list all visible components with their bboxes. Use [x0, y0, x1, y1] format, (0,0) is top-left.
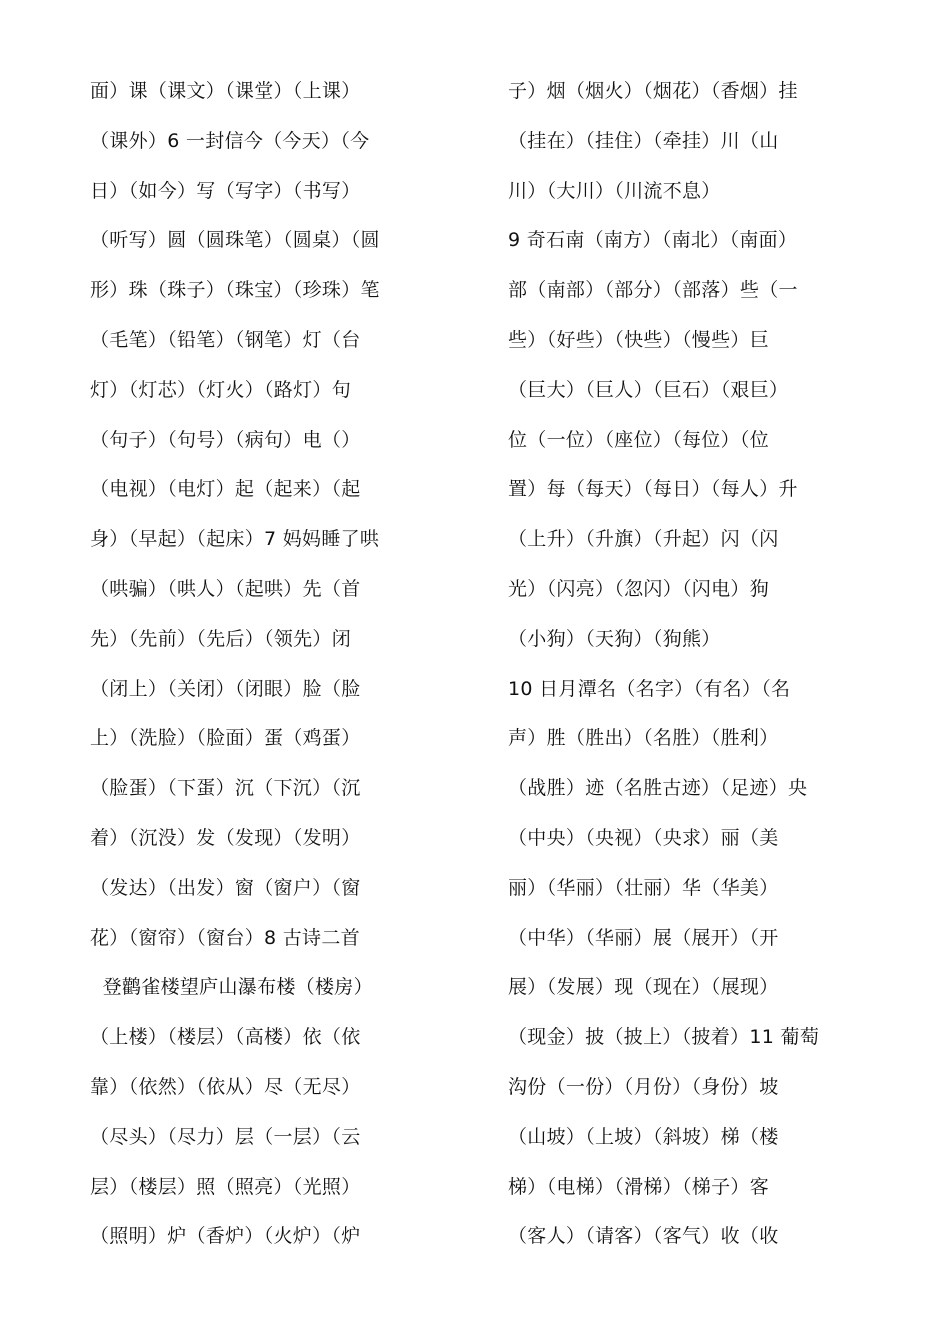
text-line: 层）（楼层）照（照亮）（光照）	[90, 1175, 361, 1198]
text-line: （客人）（请客）（客气）收（收	[508, 1225, 779, 1248]
text-line: （中华）（华丽）展（展开）（开	[508, 926, 779, 949]
text-line: （小狗）（天狗）（狗熊）	[508, 627, 721, 650]
text-line: 置）每（每天）（每日）（每人）升	[508, 478, 798, 501]
text-line: 上）（洗脸）（脸面）蛋（鸡蛋）	[90, 727, 361, 750]
text-line: （上楼）（楼层）（高楼）依（依	[90, 1026, 361, 1049]
text-line: （山坡）（上坡）（斜坡）梯（楼	[508, 1125, 779, 1148]
text-line: 登鹳雀楼望庐山瀑布楼（楼房）	[90, 976, 373, 999]
text-line: 光）（闪亮）（忽闪）（闪电）狗	[508, 577, 770, 600]
text-line: （句子）（句号）（病句）电（）	[90, 428, 361, 451]
text-line: （毛笔）（铅笔）（钢笔）灯（台	[90, 328, 361, 351]
text-line: （尽头）（尽力）层（一层）（云	[90, 1125, 361, 1148]
left-column	[90, 67, 435, 1262]
text-line: 部（南部）（部分）（部落）些（一	[508, 279, 798, 302]
text-line: （中央）（央视）（央求）丽（美	[508, 826, 779, 849]
text-line: （挂在）（挂住）（牵挂）川（山	[508, 129, 779, 152]
text-line: （电视）（电灯）起（起来）（起	[90, 478, 361, 501]
text-line: 声）胜（胜出）（名胜）（胜利）	[508, 727, 779, 750]
text-line: 子）烟（烟火）（烟花）（香烟）挂	[508, 80, 798, 102]
text-line: （现金）披（披上）（披着）11 葡萄	[508, 1026, 820, 1049]
right-column	[508, 67, 853, 1262]
text-line: （课外）6 一封信今（今天）（今	[90, 129, 370, 152]
text-line: （战胜）迹（名胜古迹）（足迹）央	[508, 777, 808, 800]
text-line: 身）（早起）（起床）7 妈妈睡了哄	[90, 528, 380, 551]
text-line: 面）课（课文）（课堂）（上课）	[90, 80, 361, 102]
text-line: 展）（发展）现（现在）（展现）	[508, 976, 779, 999]
text-line: 9 奇石南（南方）（南北）（南面）	[508, 229, 798, 252]
text-line: 沟份（一份）（月份）（身份）坡	[508, 1075, 779, 1098]
text-line: 梯）（电梯）（滑梯）（梯子）客	[508, 1175, 770, 1198]
text-line: （上升）（升旗）（升起）闪（闪	[508, 528, 779, 551]
text-line: 川）（大川）（川流不息）	[508, 179, 721, 202]
text-line: 灯）（灯芯）（灯火）（路灯）句	[90, 378, 352, 401]
text-line: 先）（先前）（先后）（领先）闭	[90, 627, 352, 650]
text-line: （巨大）（巨人）（巨石）（艰巨）	[508, 378, 789, 401]
text-line: 花）（窗帘）（窗台）8 古诗二首	[90, 926, 360, 949]
text-line: 形）珠（珠子）（珠宝）（珍珠）笔	[90, 279, 380, 302]
text-line: （哄骗）（哄人）（起哄）先（首	[90, 577, 361, 600]
text-line: 日）（如今）写（写字）（书写）	[90, 179, 361, 202]
text-line: 丽）（华丽）（壮丽）华（华美）	[508, 876, 779, 899]
text-line: 着）（沉没）发（发现）（发明）	[90, 826, 361, 849]
text-line: 些）（好些）（快些）（慢些）巨	[508, 328, 770, 351]
text-line: （脸蛋）（下蛋）沉（下沉）（沉	[90, 777, 361, 800]
text-line: 10 日月潭名（名字）（有名）（名	[508, 677, 791, 700]
text-line: 位（一位）（座位）（每位）（位	[508, 428, 770, 451]
text-line: （发达）（出发）窗（窗户）（窗	[90, 876, 361, 899]
text-line: （听写）圆（圆珠笔）（圆桌）（圆	[90, 229, 380, 252]
text-line: 靠）（依然）（依从）尽（无尽）	[90, 1075, 361, 1098]
text-line: （闭上）（关闭）（闭眼）脸（脸	[90, 677, 361, 700]
text-line: （照明）炉（香炉）（火炉）（炉	[90, 1225, 361, 1248]
